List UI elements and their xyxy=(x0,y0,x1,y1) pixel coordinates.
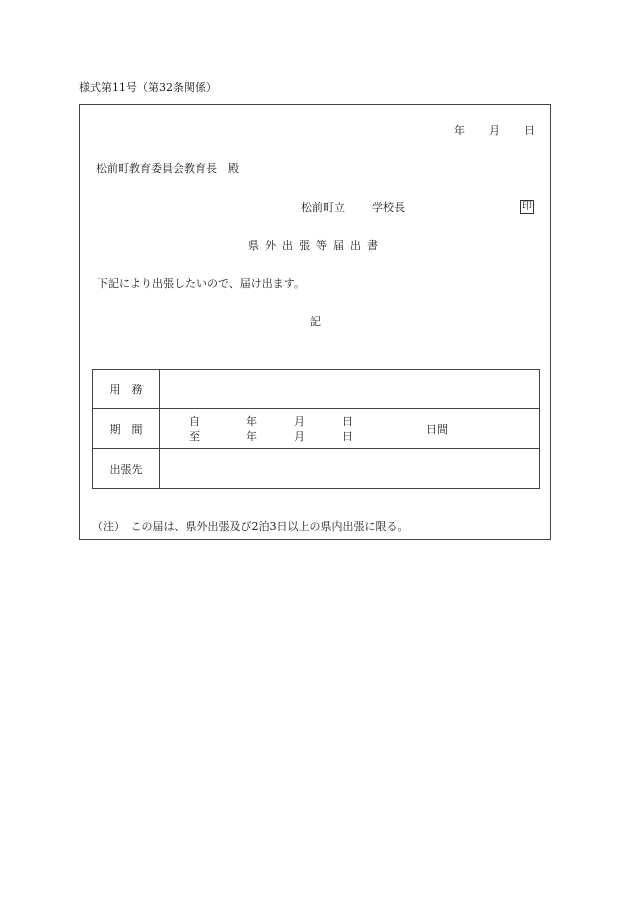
period-field[interactable] xyxy=(160,409,540,449)
from-month: 月 xyxy=(294,414,305,428)
destination-label: 出張先 xyxy=(93,449,160,489)
ki-heading: 記 xyxy=(310,315,321,328)
to-year: 年 xyxy=(246,429,257,443)
date-month: 月 xyxy=(489,124,500,137)
intro-text: 下記により出張したいので、届け出ます。 xyxy=(97,277,305,290)
form-number-label: 様式第11号（第32条関係） xyxy=(79,81,217,94)
sender-school-prefix: 松前町立 xyxy=(301,201,345,214)
to-label: 至 xyxy=(189,429,200,443)
addressee: 松前町教育委員会教育長 殿 xyxy=(96,162,239,175)
footnote: （注） この届は、県外出張及び2泊3日以上の県内出張に限る。 xyxy=(92,520,409,533)
period-label: 期 間 xyxy=(93,409,160,449)
seal-mark: 印 xyxy=(522,201,532,212)
destination-field[interactable] xyxy=(160,449,540,489)
from-label: 自 xyxy=(189,414,200,428)
purpose-label: 用 務 xyxy=(93,370,160,409)
document-title: 県外出張等届出書 xyxy=(248,239,384,252)
days-label: 日間 xyxy=(426,422,448,436)
table-row-purpose xyxy=(93,370,540,409)
date-year: 年 xyxy=(454,124,465,137)
from-year: 年 xyxy=(246,414,257,428)
date-day: 日 xyxy=(524,124,535,137)
to-month: 月 xyxy=(294,429,305,443)
purpose-field[interactable] xyxy=(160,370,540,409)
table-row-destination xyxy=(93,449,540,489)
sender-title: 学校長 xyxy=(372,201,405,214)
detail-table xyxy=(92,369,540,489)
table-row-period xyxy=(93,409,540,449)
from-day: 日 xyxy=(342,414,353,428)
to-day: 日 xyxy=(342,429,353,443)
